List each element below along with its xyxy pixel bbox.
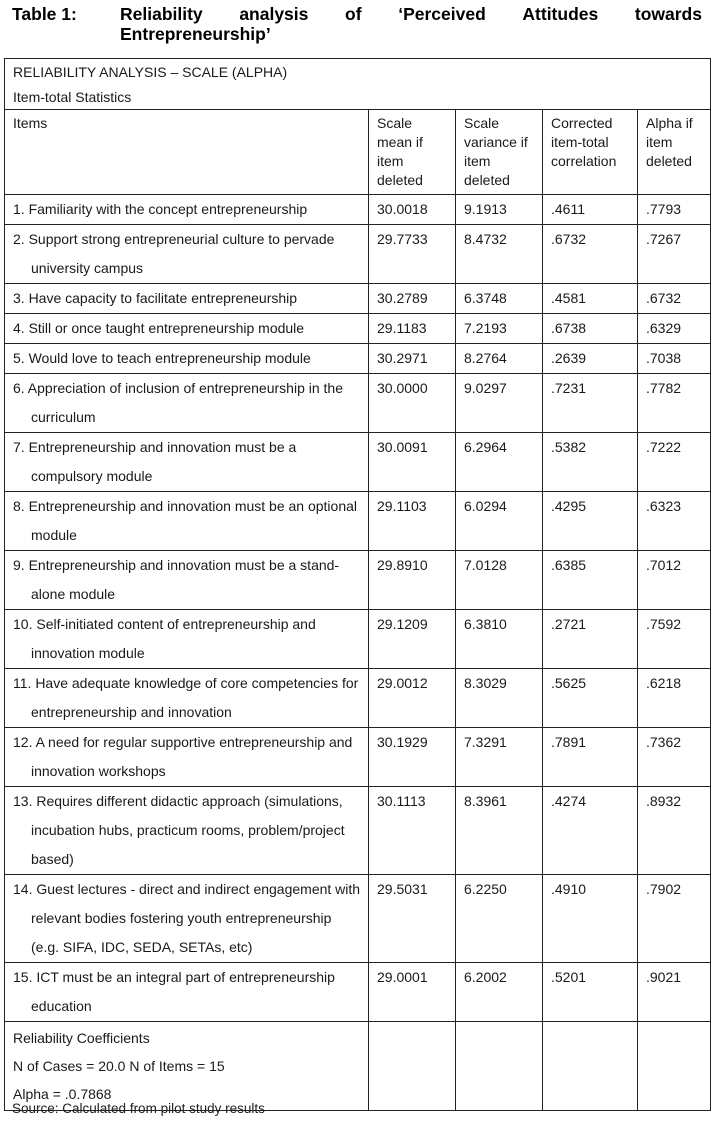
scale-variance-value: 9.1913 xyxy=(456,195,543,225)
table-row xyxy=(5,374,711,433)
caption-word: of xyxy=(345,4,362,24)
alpha-if-deleted-value: .6218 xyxy=(638,669,711,728)
alpha-if-deleted-value: .7222 xyxy=(638,433,711,492)
scale-variance-value: 6.2964 xyxy=(456,433,543,492)
item-text: 7. Entrepreneurship and innovation must be a compulsory module xyxy=(13,439,297,484)
column-header-row xyxy=(5,110,711,195)
source-note: Source: Calculated from pilot study results xyxy=(12,1101,265,1116)
item-total-correlation-value: .2721 xyxy=(543,610,638,669)
table-row xyxy=(5,728,711,787)
item-total-correlation-value: .4295 xyxy=(543,492,638,551)
item-text: 12. A need for regular supportive entrepreneurship and innovation workshops xyxy=(13,734,353,779)
scale-variance-value: 7.2193 xyxy=(456,314,543,344)
item-text: 6. Appreciation of inclusion of entrepreneurship in the curriculum xyxy=(13,380,343,425)
scale-mean-value: 29.0012 xyxy=(369,669,456,728)
item-label xyxy=(5,344,369,374)
coefficients-alpha: Alpha = .0.7868 xyxy=(13,1086,112,1102)
item-total-correlation-value: .4274 xyxy=(543,787,638,875)
alpha-if-deleted-value: .7362 xyxy=(638,728,711,787)
caption-title-line1 xyxy=(120,4,702,24)
item-label xyxy=(5,433,369,492)
table-row xyxy=(5,875,711,963)
scale-variance-value: 7.0128 xyxy=(456,551,543,610)
table-row xyxy=(5,195,711,225)
scale-mean-value: 30.2971 xyxy=(369,344,456,374)
scale-mean-value: 30.0018 xyxy=(369,195,456,225)
alpha-if-deleted-value: .9021 xyxy=(638,963,711,1022)
table-row xyxy=(5,344,711,374)
scale-variance-value: 8.3029 xyxy=(456,669,543,728)
item-text: 9. Entrepreneurship and innovation must be a stand-alone module xyxy=(13,557,340,602)
item-total-correlation-value: .4910 xyxy=(543,875,638,963)
item-total-correlation-value: .4611 xyxy=(543,195,638,225)
table-title: RELIABILITY ANALYSIS – SCALE (ALPHA) xyxy=(13,64,288,80)
table-title-row xyxy=(5,59,711,110)
scale-mean-value: 29.1103 xyxy=(369,492,456,551)
item-total-correlation-value: .2639 xyxy=(543,344,638,374)
scale-mean-value: 29.5031 xyxy=(369,875,456,963)
item-label xyxy=(5,963,369,1022)
item-text: 13. Requires different didactic approach (simulations, incubation hubs, practicum rooms, problem/project based) xyxy=(13,793,345,867)
item-label xyxy=(5,225,369,284)
col-header-mean: Scale mean if item deleted xyxy=(369,110,456,195)
item-total-correlation-value: .7231 xyxy=(543,374,638,433)
alpha-if-deleted-value: .6732 xyxy=(638,284,711,314)
item-label xyxy=(5,669,369,728)
item-label xyxy=(5,728,369,787)
scale-variance-value: 6.2250 xyxy=(456,875,543,963)
col-header-correlation: Corrected item-total correlation xyxy=(543,110,638,195)
item-total-correlation-value: .5625 xyxy=(543,669,638,728)
item-label xyxy=(5,314,369,344)
scale-mean-value: 30.1929 xyxy=(369,728,456,787)
item-total-correlation-value: .7891 xyxy=(543,728,638,787)
scale-mean-value: 30.0000 xyxy=(369,374,456,433)
scale-variance-value: 6.2002 xyxy=(456,963,543,1022)
col-header-alpha: Alpha if item deleted xyxy=(638,110,711,195)
alpha-if-deleted-value: .6323 xyxy=(638,492,711,551)
item-label xyxy=(5,284,369,314)
item-text: 1. Familiarity with the concept entrepreneurship xyxy=(13,201,308,217)
coefficients-cases: N of Cases = 20.0 N of Items = 15 xyxy=(13,1058,225,1074)
item-label xyxy=(5,374,369,433)
caption-word: towards xyxy=(634,4,702,24)
scale-variance-value: 8.2764 xyxy=(456,344,543,374)
item-text: 3. Have capacity to facilitate entrepreneurship xyxy=(13,290,298,306)
alpha-if-deleted-value: .7592 xyxy=(638,610,711,669)
item-text: 2. Support strong entrepreneurial culture to pervade university campus xyxy=(13,231,335,276)
item-total-correlation-value: .6738 xyxy=(543,314,638,344)
scale-mean-value: 30.0091 xyxy=(369,433,456,492)
table-row xyxy=(5,551,711,610)
table-row xyxy=(5,492,711,551)
caption-word: Attitudes xyxy=(522,4,599,24)
item-total-correlation-value: .5201 xyxy=(543,963,638,1022)
item-text: 14. Guest lectures - direct and indirect engagement with relevant bodies fostering youth entrepreneurship (e.g. SIFA, IDC, SEDA, SETAs, etc) xyxy=(13,881,361,955)
scale-mean-value: 29.0001 xyxy=(369,963,456,1022)
table-row xyxy=(5,669,711,728)
item-total-correlation-value: .5382 xyxy=(543,433,638,492)
item-total-correlation-value: .4581 xyxy=(543,284,638,314)
scale-mean-value: 30.2789 xyxy=(369,284,456,314)
scale-variance-value: 9.0297 xyxy=(456,374,543,433)
item-text: 10. Self-initiated content of entrepreneurship and innovation module xyxy=(13,616,316,661)
alpha-if-deleted-value: .6329 xyxy=(638,314,711,344)
col-header-items: Items xyxy=(5,110,369,195)
table-row xyxy=(5,314,711,344)
table-body xyxy=(5,195,711,1022)
coefficients-heading: Reliability Coefficients xyxy=(13,1030,150,1046)
alpha-if-deleted-value: .7012 xyxy=(638,551,711,610)
coefficients-row xyxy=(5,1022,711,1111)
caption-title-line2: Entrepreneurship’ xyxy=(120,24,271,44)
caption-number: Table 1: xyxy=(12,4,77,24)
table-row xyxy=(5,284,711,314)
item-total-correlation-value: .6385 xyxy=(543,551,638,610)
scale-variance-value: 6.3810 xyxy=(456,610,543,669)
item-text: 15. ICT must be an integral part of entrepreneurship education xyxy=(13,969,335,1014)
caption-word: analysis xyxy=(239,4,309,24)
caption-word: Reliability xyxy=(120,4,203,24)
scale-variance-value: 8.4732 xyxy=(456,225,543,284)
table-row xyxy=(5,610,711,669)
item-label xyxy=(5,610,369,669)
item-label xyxy=(5,195,369,225)
alpha-if-deleted-value: .8932 xyxy=(638,787,711,875)
table-row xyxy=(5,963,711,1022)
empty-cell xyxy=(456,1022,543,1111)
item-label xyxy=(5,875,369,963)
empty-cell xyxy=(638,1022,711,1111)
table-row xyxy=(5,787,711,875)
item-total-correlation-value: .6732 xyxy=(543,225,638,284)
empty-cell xyxy=(543,1022,638,1111)
reliability-table xyxy=(4,58,711,1111)
table-row xyxy=(5,225,711,284)
alpha-if-deleted-value: .7267 xyxy=(638,225,711,284)
item-text: 4. Still or once taught entrepreneurship module xyxy=(13,320,305,336)
scale-variance-value: 6.0294 xyxy=(456,492,543,551)
scale-variance-value: 8.3961 xyxy=(456,787,543,875)
table-caption xyxy=(12,4,702,44)
caption-word: ‘Perceived xyxy=(398,4,486,24)
alpha-if-deleted-value: .7038 xyxy=(638,344,711,374)
scale-mean-value: 29.7733 xyxy=(369,225,456,284)
scale-variance-value: 6.3748 xyxy=(456,284,543,314)
alpha-if-deleted-value: .7902 xyxy=(638,875,711,963)
item-text: 11. Have adequate knowledge of core competencies for entrepreneurship and innovation xyxy=(13,675,359,720)
alpha-if-deleted-value: .7782 xyxy=(638,374,711,433)
item-text: 8. Entrepreneurship and innovation must be an optional module xyxy=(13,498,358,543)
table-subtitle: Item-total Statistics xyxy=(13,89,132,105)
scale-variance-value: 7.3291 xyxy=(456,728,543,787)
scale-mean-value: 29.1183 xyxy=(369,314,456,344)
item-label xyxy=(5,492,369,551)
coefficients-cell xyxy=(5,1022,369,1111)
table-row xyxy=(5,433,711,492)
scale-mean-value: 30.1113 xyxy=(369,787,456,875)
alpha-if-deleted-value: .7793 xyxy=(638,195,711,225)
item-label xyxy=(5,551,369,610)
scale-mean-value: 29.8910 xyxy=(369,551,456,610)
item-label xyxy=(5,787,369,875)
empty-cell xyxy=(369,1022,456,1111)
col-header-variance: Scale variance if item deleted xyxy=(456,110,543,195)
item-text: 5. Would love to teach entrepreneurship module xyxy=(13,350,311,366)
scale-mean-value: 29.1209 xyxy=(369,610,456,669)
